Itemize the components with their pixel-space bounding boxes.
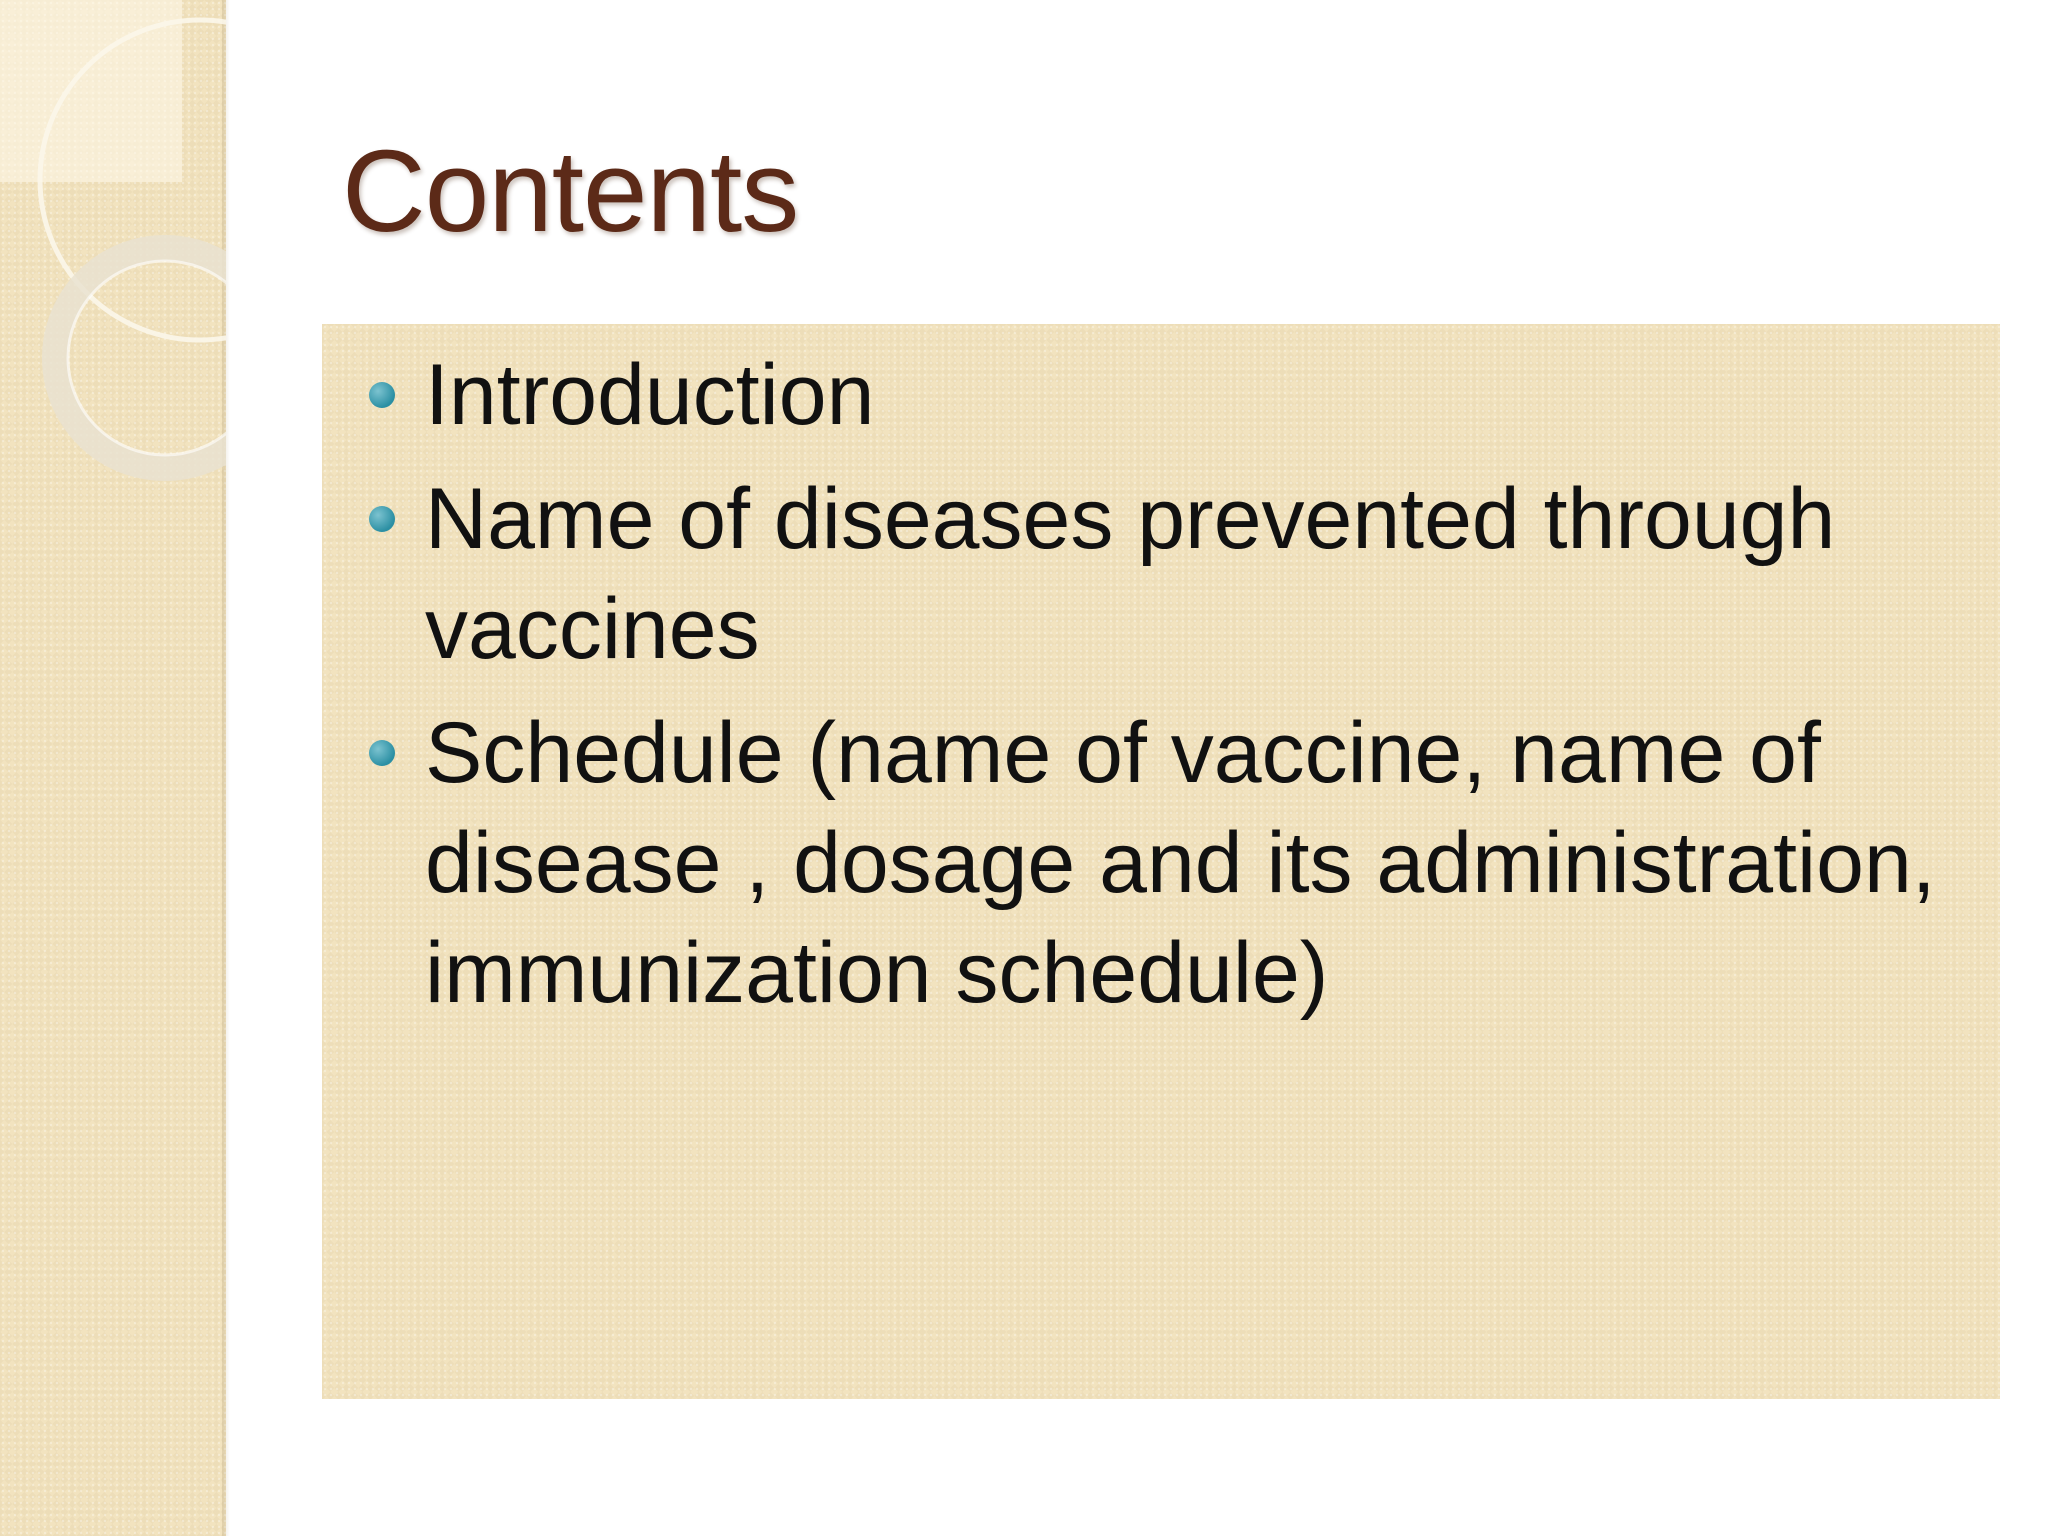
bullet-text: Schedule (name of vaccine, name of disease , dosage and its administration, immunization schedule) (425, 705, 1936, 1021)
slide-title: Contents (342, 126, 799, 256)
bullet-dot-icon (369, 382, 395, 408)
bullet-item-introduction (322, 340, 2000, 450)
bullet-list (322, 340, 2000, 1042)
bullet-text: Introduction (425, 347, 875, 443)
bullet-dot-icon (369, 740, 395, 766)
bullet-text: Name of diseases prevented through vaccines (425, 471, 1836, 677)
decorative-rings-icon (0, 0, 230, 500)
thick-ring-icon (55, 248, 230, 468)
bullet-item-schedule (322, 698, 2000, 1028)
bullet-dot-icon (369, 506, 395, 532)
content-panel (322, 324, 2000, 1399)
bullet-item-diseases (322, 464, 2000, 684)
